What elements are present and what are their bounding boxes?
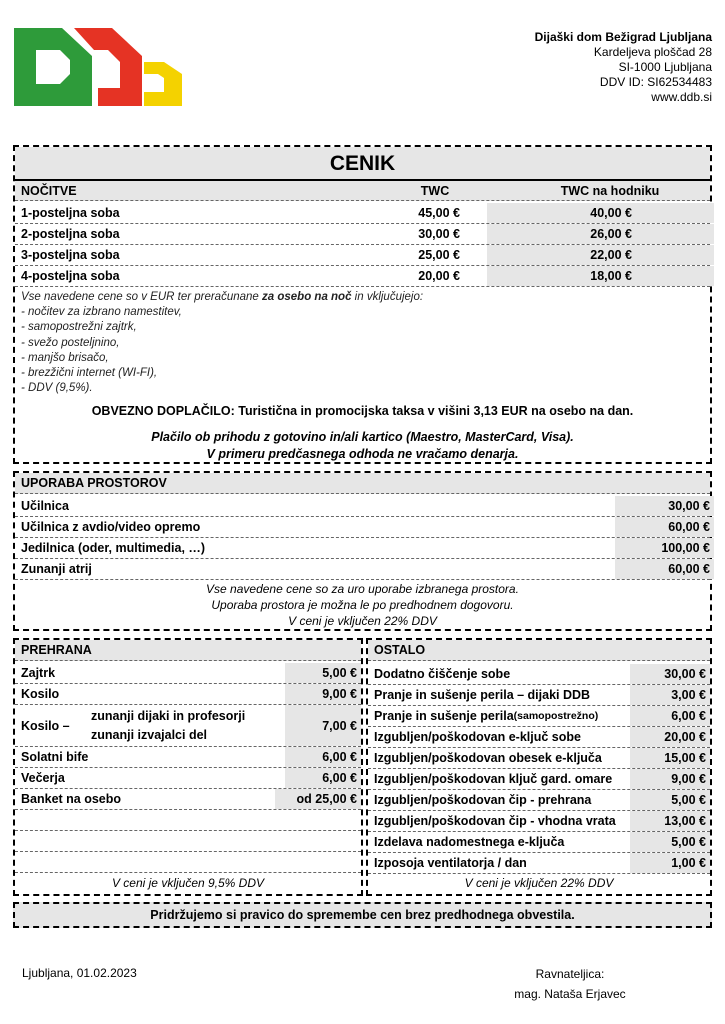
list-item: - manjšo brisačo,: [21, 351, 109, 364]
table-row: [15, 266, 710, 287]
twc-hall-header: TWC na hodniku: [560, 183, 660, 198]
twc-price: 25,00 €: [418, 248, 460, 262]
meal-price: 6,00 €: [285, 747, 361, 767]
table-row: [368, 748, 710, 769]
room-price: 30,00 €: [615, 496, 714, 516]
service-label: Pranje in sušenje perila – dijaki DDB: [374, 688, 591, 702]
meal-price: od 25,00 €: [275, 789, 361, 809]
cenik-section: [13, 145, 712, 464]
table-row: [368, 811, 710, 832]
service-label: Izgubljen/poškodovan ključ gard. omare: [374, 772, 613, 786]
hall-price: 40,00 €: [487, 203, 714, 223]
empty-row: [15, 852, 361, 873]
prehrana-section: [13, 638, 363, 896]
table-row: [15, 705, 361, 747]
empty-row: [15, 831, 361, 852]
meal-label: Solatni bife: [21, 750, 89, 764]
included-intro-end: in vključujejo:: [351, 291, 424, 303]
table-row: [15, 517, 710, 538]
ostalo-header: OSTALO: [374, 643, 426, 657]
service-price: 9,00 €: [630, 769, 710, 789]
twc-header: TWC: [420, 183, 450, 198]
included-intro: [21, 290, 423, 305]
table-row: [368, 769, 710, 790]
list-item: - DDV (9,5%).: [21, 382, 93, 395]
signature-block: [510, 964, 630, 1004]
service-price: 20,00 €: [630, 727, 710, 747]
room-label: Učilnica z avdio/video opremo: [21, 520, 201, 534]
table-row: [15, 496, 710, 517]
meal-price: 9,00 €: [285, 684, 361, 704]
room-label: Jedilnica (oder, multimedia, …): [21, 541, 206, 555]
prostor-header-row: [15, 473, 710, 494]
service-price: 13,00 €: [630, 811, 710, 831]
service-label: Pranje in sušenje perila: [374, 709, 514, 723]
service-price: 5,00 €: [630, 790, 710, 810]
hall-price: 22,00 €: [487, 245, 714, 265]
signer-role: Ravnateljica:: [535, 967, 605, 981]
signer-name: mag. Nataša Erjavec: [514, 987, 626, 1001]
room-price: 60,00 €: [615, 559, 714, 579]
room-price: 100,00 €: [615, 538, 714, 558]
ostalo-header-row: [368, 640, 710, 661]
table-row: [368, 832, 710, 853]
meal-label: Kosilo: [21, 687, 60, 701]
empty-row: [15, 810, 361, 831]
table-row: [15, 747, 361, 768]
meal-label: Zajtrk: [21, 666, 56, 680]
prostor-vat-note: V ceni je vključen 22% DDV: [288, 614, 437, 628]
prehrana-header: PREHRANA: [21, 643, 92, 657]
list-item: - svežo posteljnino,: [21, 336, 120, 349]
room-price: 60,00 €: [615, 517, 714, 537]
meal-price: 7,00 €: [285, 705, 361, 746]
hall-price: 18,00 €: [487, 266, 714, 286]
table-row: [15, 768, 361, 789]
table-row: [368, 685, 710, 706]
meal-label: Kosilo –: [21, 718, 70, 733]
room-label: Zunanji atrij: [21, 562, 92, 576]
service-price: 1,00 €: [630, 853, 710, 873]
service-price: 5,00 €: [630, 832, 710, 852]
table-row: [15, 684, 361, 705]
prostor-note: Vse navedene cene so za uro uporabe izbranega prostora.: [206, 582, 519, 596]
org-city: SI-1000 Ljubljana: [618, 60, 712, 74]
tax-note: OBVEZNO DOPLAČILO: Turistična in promocijska taksa v višini 3,13 EUR na osebo na dan.: [91, 404, 634, 418]
twc-price: 20,00 €: [418, 269, 460, 283]
room-label: 4-posteljna soba: [21, 269, 120, 283]
table-row: [15, 789, 361, 810]
included-intro-text: Vse navedene cene so v EUR ter preračunane: [21, 291, 263, 303]
table-row: [368, 664, 710, 685]
org-info: [535, 30, 712, 105]
table-row: [368, 790, 710, 811]
table-row: [368, 727, 710, 748]
org-web[interactable]: www.ddb.si: [651, 90, 712, 104]
meal-label: Banket na osebo: [21, 792, 122, 806]
table-row: [368, 706, 710, 727]
list-item: - nočitev za izbrano namestitev,: [21, 306, 182, 319]
meal-sublabel: zunanji izvajalci del: [91, 728, 208, 742]
twc-price: 30,00 €: [418, 227, 460, 241]
table-row: [15, 663, 361, 684]
included-intro-bold: za osebo na noč: [262, 291, 352, 303]
place-date: Ljubljana, 01.02.2023: [22, 966, 137, 980]
service-label: Izposoja ventilatorja / dan: [374, 856, 527, 870]
page-title: CENIK: [15, 147, 710, 181]
room-label: Učilnica: [21, 499, 69, 513]
service-price: 15,00 €: [630, 748, 710, 768]
service-label: Izgubljen/poškodovan e-ključ sobe: [374, 730, 581, 744]
nocitve-header: NOČITVE: [21, 183, 77, 198]
hall-price: 26,00 €: [487, 224, 714, 244]
room-label: 2-posteljna soba: [21, 227, 120, 241]
table-row: [15, 559, 710, 580]
prostor-header: UPORABA PROSTOROV: [21, 476, 167, 490]
meal-sublabel: zunanji dijaki in profesorji: [91, 709, 246, 723]
service-label: Dodatno čiščenje sobe: [374, 667, 511, 681]
disclaimer: Pridržujemo si pravico do spremembe cen brez predhodnega obvestila.: [150, 908, 575, 922]
ddb-logo: [14, 28, 186, 106]
meal-price: 5,00 €: [285, 663, 361, 683]
service-price: 6,00 €: [630, 706, 710, 726]
table-row: [15, 224, 710, 245]
twc-price: 45,00 €: [418, 206, 460, 220]
org-name: Dijaški dom Bežigrad Ljubljana: [534, 30, 712, 44]
org-vat: DDV ID: SI62534483: [599, 75, 712, 89]
included-list: [21, 290, 423, 396]
prostor-note: Uporaba prostora je možna le po predhodnem dogovoru.: [211, 598, 514, 612]
ostalo-section: [366, 638, 712, 896]
service-label: Izgubljen/poškodovan čip - vhodna vrata: [374, 814, 616, 828]
service-label: Izdelava nadomestnega e-ključa: [374, 835, 565, 849]
service-price: 30,00 €: [630, 664, 710, 684]
service-price: 3,00 €: [630, 685, 710, 705]
nocitve-header-row: [15, 181, 710, 201]
service-label: Izgubljen/poškodovan čip - prehrana: [374, 793, 592, 807]
prostor-section: [13, 471, 712, 631]
payment-note: Plačilo ob prihodu z gotovino in/ali kartico (Maestro, MasterCard, Visa).: [151, 430, 574, 444]
org-address: Kardeljeva ploščad 28: [593, 45, 712, 59]
meal-price: 6,00 €: [285, 768, 361, 788]
prehrana-header-row: [15, 640, 361, 661]
list-item: - samopostrežni zajtrk,: [21, 321, 137, 334]
table-row: [15, 538, 710, 559]
disclaimer-box: [13, 902, 712, 928]
table-row: [368, 853, 710, 874]
table-row: [15, 245, 710, 266]
table-row: [15, 203, 710, 224]
room-label: 3-posteljna soba: [21, 248, 120, 262]
meal-label: Večerja: [21, 771, 65, 785]
list-item: - brezžični internet (WI-FI),: [21, 367, 158, 380]
ostalo-vat-note: V ceni je vključen 22% DDV: [464, 876, 614, 890]
prehrana-vat-note: V ceni je vključen 9,5% DDV: [111, 876, 265, 890]
refund-note: V primeru predčasnega odhoda ne vračamo denarja.: [206, 447, 519, 461]
room-label: 1-posteljna soba: [21, 206, 120, 220]
service-label-note: (samopostrežno): [513, 710, 599, 722]
service-label: Izgubljen/poškodovan obesek e-ključa: [374, 751, 602, 765]
